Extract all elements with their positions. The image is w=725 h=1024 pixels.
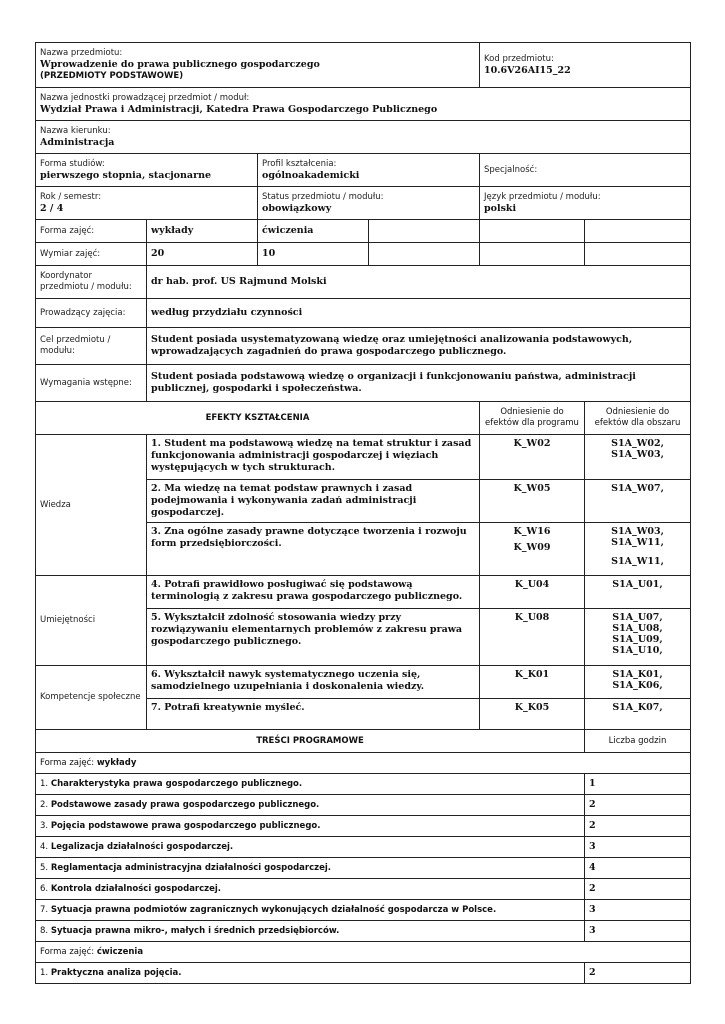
content-item-hours: 3 bbox=[585, 921, 691, 942]
effect-4-area bbox=[585, 576, 691, 609]
language-value: polski bbox=[484, 202, 517, 214]
field-label: Nazwa kierunku: bbox=[40, 125, 111, 136]
effect-4-text: 4. Potrafi prawidłowo posługiwać się podstawową terminologią z zakresu prawa gospodarczego publicznego. bbox=[151, 579, 463, 602]
effects-area-header: Odniesienie do efektów dla obszaru bbox=[585, 402, 691, 435]
content-item-text: Reglamentacja administracyjna działalności gospodarczej. bbox=[50, 862, 331, 873]
subject-name-label: Nazwa przedmiotu: bbox=[40, 48, 123, 58]
area-code: S1A_W11, bbox=[611, 556, 664, 567]
class-hours-lectures: 20 bbox=[147, 243, 258, 266]
unit-cell bbox=[36, 88, 691, 121]
content-item-num: 2. bbox=[40, 799, 49, 810]
class-form-lectures: wykłady bbox=[147, 220, 258, 243]
prereq-label: Wymagania wstępne: bbox=[36, 365, 147, 402]
subject-code-cell bbox=[480, 43, 691, 88]
class-hours-empty-3 bbox=[585, 243, 691, 266]
prereq-row bbox=[36, 365, 691, 402]
content-item bbox=[36, 795, 585, 816]
effect-5-text: 5. Wykształcił zdolność stosowania wiedzy przy rozwiązywaniu elementarnych problemów z zakresu prawa gospodarczego publicznego. bbox=[151, 612, 463, 647]
effect-row bbox=[36, 435, 691, 480]
effect-3-text: 3. Zna ogólne zasady prawne dotyczące tworzenia i rozwoju form przedsiębiorczości. bbox=[151, 526, 467, 549]
content-item bbox=[36, 774, 585, 795]
effect-text bbox=[147, 609, 480, 666]
content-item-num: 1. bbox=[40, 778, 49, 789]
content-item-num: 4. bbox=[40, 841, 49, 852]
profile-label: Profil kształcenia: bbox=[262, 158, 337, 169]
profile-value: ogólnoakademicki bbox=[262, 169, 360, 181]
content-item-row bbox=[36, 921, 691, 942]
program-code: K_W16 bbox=[513, 526, 551, 537]
field-row bbox=[36, 121, 691, 154]
area-code: S1A_U07, bbox=[612, 612, 663, 623]
goal-row bbox=[36, 328, 691, 365]
content-form-lectures bbox=[36, 753, 691, 774]
effect-1-text: 1. Student ma podstawową wiedzę na temat struktur i zasad funkcjonowania administracji gospodarczej i więziach występujących w tych strukturach. bbox=[151, 438, 472, 473]
area-code: S1A_W02, bbox=[611, 438, 664, 449]
coordinator-value: dr hab. prof. US Rajmund Molski bbox=[147, 266, 691, 299]
class-form-empty-2 bbox=[480, 220, 585, 243]
unit-value: Wydział Prawa i Administracji, Katedra Prawa Gospodarczego Publicznego bbox=[40, 103, 438, 115]
content-item-hours: 2 bbox=[585, 816, 691, 837]
coordinator-label: Koordynator przedmiotu / modułu: bbox=[36, 266, 147, 299]
effect-6-program bbox=[480, 666, 585, 699]
class-form-row bbox=[36, 220, 691, 243]
class-hours-row bbox=[36, 243, 691, 266]
effect-text bbox=[147, 576, 480, 609]
goal-value: Student posiada usystematyzowaną wiedzę oraz umiejętności analizowania podstawowych, wprowadzających zagadnień do prawa gospodarczego publicznego. bbox=[147, 328, 691, 365]
status-label: Status przedmiotu / modułu: bbox=[262, 191, 384, 202]
subject-group: (PRZEDMIOTY PODSTAWOWE) bbox=[40, 71, 184, 81]
content-item-row bbox=[36, 963, 691, 984]
unit-row bbox=[36, 88, 691, 121]
content-item bbox=[36, 858, 585, 879]
area-code: S1A_W03, bbox=[611, 526, 664, 537]
effect-6-text: 6. Wykształcił nawyk systematycznego uczenia się, samodzielnego uzupełniania i doskonalenia wiedzy. bbox=[151, 669, 425, 692]
year-value: 2 / 4 bbox=[40, 202, 64, 214]
program-code: K_K01 bbox=[514, 669, 550, 680]
subject-code-label: Kod przedmiotu: bbox=[484, 53, 554, 64]
language-label: Język przedmiotu / modułu: bbox=[484, 191, 601, 202]
class-hours-empty-1 bbox=[369, 243, 480, 266]
effects-header-row bbox=[36, 402, 691, 435]
area-code: S1A_W07, bbox=[611, 483, 664, 494]
effect-7-text: 7. Potrafi kreatywnie myśleć. bbox=[151, 702, 305, 713]
content-form-value: wykłady bbox=[96, 757, 137, 768]
content-item-row bbox=[36, 837, 691, 858]
content-form-label: Forma zajęć: bbox=[40, 757, 95, 768]
content-item-hours: 4 bbox=[585, 858, 691, 879]
syllabus-document bbox=[35, 42, 690, 984]
content-item-text: Podstawowe zasady prawa gospodarczego publicznego. bbox=[50, 799, 320, 810]
class-hours-label: Wymiar zajęć: bbox=[36, 243, 147, 266]
year-label: Rok / semestr: bbox=[40, 191, 102, 202]
coordinator-row bbox=[36, 266, 691, 299]
specialty-cell bbox=[480, 154, 691, 187]
prereq-value: Student posiada podstawową wiedzę o organizacji i funkcjonowaniu państwa, administracji publicznej, gospodarki i społeczeństwa. bbox=[147, 365, 691, 402]
content-item-hours: 2 bbox=[585, 963, 691, 984]
unit-label: Nazwa jednostki prowadzącej przedmiot / moduł: bbox=[40, 92, 250, 103]
area-code: S1A_U01, bbox=[612, 579, 663, 590]
effect-text bbox=[147, 523, 480, 576]
area-code: S1A_U08, bbox=[612, 623, 663, 634]
program-code: K_U08 bbox=[514, 612, 550, 623]
content-item-text: Praktyczna analiza pojęcia. bbox=[50, 967, 182, 978]
effect-2-text: 2. Ma wiedzę na temat podstaw prawnych i zasad podejmowania i wykonywania zadań administracji gospodarczej. bbox=[151, 483, 417, 518]
effect-row bbox=[36, 576, 691, 609]
content-item-row bbox=[36, 858, 691, 879]
effects-program-header: Odniesienie do efektów dla programu bbox=[480, 402, 585, 435]
year-cell bbox=[36, 187, 258, 220]
content-item bbox=[36, 816, 585, 837]
syllabus-table bbox=[35, 42, 691, 984]
effect-2-area bbox=[585, 480, 691, 523]
class-hours-empty-2 bbox=[480, 243, 585, 266]
year-row bbox=[36, 187, 691, 220]
content-item-row bbox=[36, 774, 691, 795]
effect-text bbox=[147, 435, 480, 480]
effect-5-area bbox=[585, 609, 691, 666]
specialty-label: Specjalność: bbox=[484, 164, 538, 175]
effect-text bbox=[147, 699, 480, 730]
content-item-text: Charakterystyka prawa gospodarczego publicznego. bbox=[50, 778, 303, 789]
program-code: K_W09 bbox=[513, 542, 551, 553]
content-item bbox=[36, 879, 585, 900]
area-code: S1A_K06, bbox=[612, 680, 663, 691]
content-item-text: Kontrola działalności gospodarczej. bbox=[50, 883, 222, 894]
goal-label: Cel przedmiotu / modułu: bbox=[36, 328, 147, 365]
effect-5-program bbox=[480, 609, 585, 666]
content-item-num: 6. bbox=[40, 883, 49, 894]
content-item-text: Legalizacja działalności gospodarczej. bbox=[50, 841, 234, 852]
effect-7-program bbox=[480, 699, 585, 730]
content-item-hours: 2 bbox=[585, 795, 691, 816]
class-form-empty-3 bbox=[585, 220, 691, 243]
content-item-row bbox=[36, 900, 691, 921]
effects-header: EFEKTY KSZTAŁCENIA bbox=[36, 402, 480, 435]
effect-row bbox=[36, 666, 691, 699]
teacher-label: Prowadzący zajęcia: bbox=[36, 299, 147, 328]
subject-code: 10.6V26AI15_22 bbox=[484, 64, 571, 76]
study-form-label: Forma studiów: bbox=[40, 158, 105, 169]
content-form-row bbox=[36, 753, 691, 774]
subject-name: Wprowadzenie do prawa publicznego gospodarczego bbox=[40, 59, 320, 70]
content-item-row bbox=[36, 879, 691, 900]
content-item bbox=[36, 837, 585, 858]
content-item-text: Pojęcia podstawowe prawa gospodarczego publicznego. bbox=[50, 820, 321, 831]
study-form-value: pierwszego stopnia, stacjonarne bbox=[40, 169, 212, 181]
content-item-hours: 2 bbox=[585, 879, 691, 900]
content-item-num: 3. bbox=[40, 820, 49, 831]
status-value: obowiązkowy bbox=[262, 202, 332, 214]
content-item-num: 5. bbox=[40, 862, 49, 873]
content-item-num: 8. bbox=[40, 925, 49, 936]
effect-text bbox=[147, 666, 480, 699]
subject-row bbox=[36, 43, 691, 88]
content-header: TREŚCI PROGRAMOWE bbox=[36, 730, 585, 753]
effect-group-social: Kompetencje społeczne bbox=[36, 666, 147, 730]
effect-6-area bbox=[585, 666, 691, 699]
teacher-value: według przydziału czynności bbox=[147, 299, 691, 328]
content-header-row bbox=[36, 730, 691, 753]
class-form-label: Forma zajęć: bbox=[36, 220, 147, 243]
content-item bbox=[36, 921, 585, 942]
content-form-row bbox=[36, 942, 691, 963]
program-code: K_W02 bbox=[513, 438, 551, 449]
content-form-label: Forma zajęć: bbox=[40, 946, 95, 957]
content-item-num: 1. bbox=[40, 967, 49, 978]
effect-1-program bbox=[480, 435, 585, 480]
class-hours-exercises: 10 bbox=[258, 243, 369, 266]
status-cell bbox=[258, 187, 480, 220]
effect-3-program bbox=[480, 523, 585, 576]
program-code: K_U04 bbox=[514, 579, 550, 590]
content-item-hours: 3 bbox=[585, 837, 691, 858]
area-code: S1A_K07, bbox=[612, 702, 663, 713]
profile-cell bbox=[258, 154, 480, 187]
content-item bbox=[36, 963, 585, 984]
effect-group-skills: Umiejętności bbox=[36, 576, 147, 666]
content-item bbox=[36, 900, 585, 921]
class-form-empty-1 bbox=[369, 220, 480, 243]
class-form-exercises: ćwiczenia bbox=[258, 220, 369, 243]
study-form-cell bbox=[36, 154, 258, 187]
effect-3-area bbox=[585, 523, 691, 576]
field-cell bbox=[36, 121, 691, 154]
teacher-row bbox=[36, 299, 691, 328]
area-code: S1A_K01, bbox=[612, 669, 663, 680]
area-code: S1A_U09, bbox=[612, 634, 663, 645]
content-item-hours: 1 bbox=[585, 774, 691, 795]
effect-text bbox=[147, 480, 480, 523]
content-item-text: Sytuacja prawna podmiotów zagranicznych wykonujących działalność gospodarcza w Polsce. bbox=[50, 904, 497, 915]
content-item-num: 7. bbox=[40, 904, 49, 915]
content-item-text: Sytuacja prawna mikro-, małych i średnich przedsiębiorców. bbox=[50, 925, 340, 936]
effect-4-program bbox=[480, 576, 585, 609]
content-item-row bbox=[36, 795, 691, 816]
content-item-row bbox=[36, 816, 691, 837]
area-code: S1A_W03, bbox=[611, 449, 664, 460]
content-hours-header: Liczba godzin bbox=[585, 730, 691, 753]
language-cell bbox=[480, 187, 691, 220]
area-code: S1A_W11, bbox=[611, 537, 664, 548]
effect-group-knowledge: Wiedza bbox=[36, 435, 147, 576]
content-form-value: ćwiczenia bbox=[96, 946, 144, 957]
study-form-row bbox=[36, 154, 691, 187]
effect-2-program bbox=[480, 480, 585, 523]
subject-name-cell bbox=[36, 43, 480, 88]
program-code: K_W05 bbox=[513, 483, 551, 494]
content-form-exercises bbox=[36, 942, 691, 963]
area-code: S1A_U10, bbox=[612, 645, 663, 656]
program-code: K_K05 bbox=[514, 702, 550, 713]
effect-7-area bbox=[585, 699, 691, 730]
field-value: Administracja bbox=[40, 136, 115, 148]
effect-1-area bbox=[585, 435, 691, 480]
content-item-hours: 3 bbox=[585, 900, 691, 921]
